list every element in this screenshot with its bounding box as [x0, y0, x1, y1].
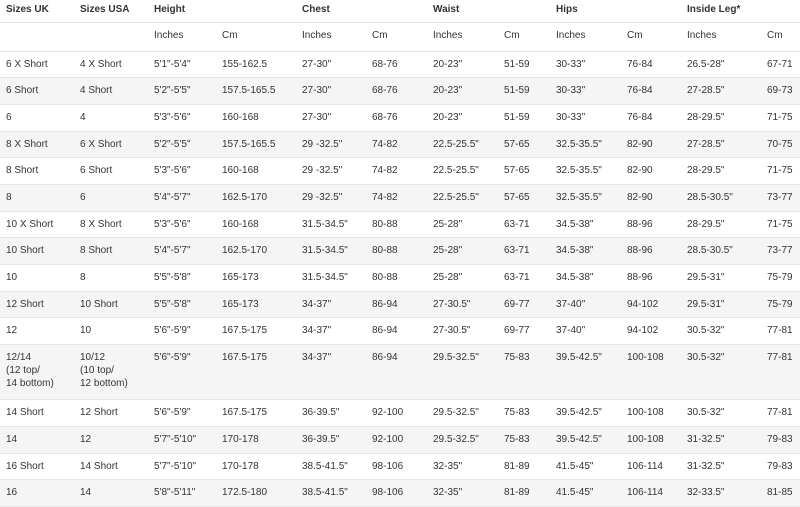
table-cell: 5'4"-5'7" [148, 185, 216, 212]
table-cell: 32-33.5" [681, 480, 761, 507]
table-row [0, 427, 800, 454]
unit-header [74, 23, 148, 52]
table-cell: 8 Short [0, 158, 74, 185]
table-row [0, 52, 800, 78]
table-cell: 79-83 [761, 454, 800, 480]
table-cell: 5'2"-5'5" [148, 78, 216, 105]
table-cell: 25-28" [427, 212, 498, 238]
table-cell: 6 X Short [0, 52, 74, 78]
table-cell: 81-85 [761, 480, 800, 507]
unit-header: Inches [148, 23, 216, 52]
table-cell: 69-73 [761, 78, 800, 105]
table-cell: 82-90 [621, 158, 681, 185]
table-cell: 160-168 [216, 105, 296, 132]
table-cell: 57-65 [498, 158, 550, 185]
table-cell: 80-88 [366, 212, 427, 238]
table-cell: 5'3"-5'6" [148, 105, 216, 132]
table-cell: 86-94 [366, 318, 427, 345]
table-cell: 10 [0, 265, 74, 292]
table-cell: 75-79 [761, 265, 800, 292]
column-header: Chest [302, 4, 330, 15]
table-cell: 162.5-170 [216, 185, 296, 212]
table-cell: 6 Short [0, 78, 74, 105]
table-cell: 80-88 [366, 265, 427, 292]
table-cell: 8 [0, 185, 74, 212]
table-cell: 160-168 [216, 212, 296, 238]
table-cell: 27-30" [296, 78, 366, 105]
table-cell: 29.5-32.5" [427, 427, 498, 454]
table-cell: 14 Short [0, 400, 74, 427]
table-cell: 25-28" [427, 265, 498, 292]
table-cell: 71-75 [761, 158, 800, 185]
table-cell: 10 Short [0, 238, 74, 265]
table-row [0, 238, 800, 265]
table-cell: 12 [74, 427, 148, 454]
table-cell: 34-37" [296, 318, 366, 345]
table-cell: 100-108 [621, 427, 681, 454]
table-cell: 172.5-180 [216, 480, 296, 507]
table-cell: 76-84 [621, 52, 681, 78]
table-cell: 32-35" [427, 480, 498, 507]
table-cell: 106-114 [621, 454, 681, 480]
table-cell: 67-71 [761, 52, 800, 78]
unit-header: Inches [296, 23, 366, 52]
table-row [0, 265, 800, 292]
table-cell: 73-77 [761, 185, 800, 212]
table-cell: 94-102 [621, 292, 681, 318]
table-cell: 106-114 [621, 480, 681, 507]
table-cell: 34-37" [296, 292, 366, 318]
table-cell: 34.5-38" [550, 265, 621, 292]
table-cell: 5'4"-5'7" [148, 238, 216, 265]
column-header: Hips [556, 4, 578, 15]
table-cell: 92-100 [366, 427, 427, 454]
table-cell: 36-39.5" [296, 400, 366, 427]
table-cell: 36-39.5" [296, 427, 366, 454]
table-cell: 20-23" [427, 105, 498, 132]
table-cell: 94-102 [621, 318, 681, 345]
table-cell: 10 Short [74, 292, 148, 318]
table-row [0, 212, 800, 238]
table-cell: 76-84 [621, 105, 681, 132]
table-cell: 165-173 [216, 265, 296, 292]
table-cell: 5'8"-5'11" [148, 480, 216, 507]
table-cell: 51-59 [498, 52, 550, 78]
table-cell: 6 [74, 185, 148, 212]
table-row [0, 318, 800, 345]
table-cell: 5'7"-5'10" [148, 454, 216, 480]
table-cell: 31.5-34.5" [296, 212, 366, 238]
table-cell: 4 X Short [74, 52, 148, 78]
table-cell: 32.5-35.5" [550, 132, 621, 158]
unit-header: Cm [761, 23, 800, 52]
column-header [216, 0, 296, 23]
table-cell: 5'5"-5'8" [148, 292, 216, 318]
table-cell: 8 X Short [74, 212, 148, 238]
table-cell: 22.5-25.5" [427, 185, 498, 212]
table-cell: 75-83 [498, 400, 550, 427]
table-cell: 71-75 [761, 105, 800, 132]
table-cell: 27-28.5" [681, 78, 761, 105]
table-cell: 81-89 [498, 480, 550, 507]
table-cell: 74-82 [366, 185, 427, 212]
table-cell: 10/12 (10 top/ 12 bottom) [74, 345, 148, 400]
table-cell: 68-76 [366, 78, 427, 105]
table-cell: 57-65 [498, 185, 550, 212]
column-header [366, 0, 427, 23]
table-cell: 157.5-165.5 [216, 132, 296, 158]
table-row [0, 454, 800, 480]
table-cell: 57-65 [498, 132, 550, 158]
table-row [0, 480, 800, 507]
table-cell: 27-30" [296, 52, 366, 78]
table-body [0, 52, 800, 507]
table-cell: 5'3"-5'6" [148, 212, 216, 238]
table-cell: 29 -32.5" [296, 158, 366, 185]
unit-header: Cm [621, 23, 681, 52]
column-header [621, 0, 681, 23]
table-cell: 12 Short [0, 292, 74, 318]
table-cell: 14 Short [74, 454, 148, 480]
table-cell: 170-178 [216, 427, 296, 454]
table-cell: 27-30.5" [427, 292, 498, 318]
table-cell: 20-23" [427, 78, 498, 105]
table-cell: 73-77 [761, 238, 800, 265]
column-header [498, 0, 550, 23]
table-cell: 30-33" [550, 78, 621, 105]
table-cell: 31.5-34.5" [296, 265, 366, 292]
table-cell: 29.5-32.5" [427, 345, 498, 400]
unit-header: Cm [366, 23, 427, 52]
table-cell: 5'6"-5'9" [148, 400, 216, 427]
table-row [0, 400, 800, 427]
table-cell: 29.5-31" [681, 265, 761, 292]
table-row [0, 292, 800, 318]
table-cell: 88-96 [621, 212, 681, 238]
table-cell: 77-81 [761, 400, 800, 427]
table-cell: 12 [0, 318, 74, 345]
table-cell: 29.5-31" [681, 292, 761, 318]
table-cell: 34.5-38" [550, 238, 621, 265]
table-cell: 79-83 [761, 427, 800, 454]
table-cell: 63-71 [498, 238, 550, 265]
table-cell: 14 [0, 427, 74, 454]
table-subheader-row [0, 23, 800, 52]
unit-header [0, 23, 74, 52]
table-cell: 32-35" [427, 454, 498, 480]
table-cell: 5'5"-5'8" [148, 265, 216, 292]
table-cell: 37-40" [550, 318, 621, 345]
table-cell: 8 X Short [0, 132, 74, 158]
table-cell: 69-77 [498, 318, 550, 345]
table-cell: 6 [0, 105, 74, 132]
table-cell: 68-76 [366, 52, 427, 78]
table-cell: 155-162.5 [216, 52, 296, 78]
column-header: Sizes USA [80, 4, 130, 15]
table-row [0, 78, 800, 105]
table-cell: 75-83 [498, 427, 550, 454]
table-cell: 77-81 [761, 345, 800, 400]
table-cell: 20-23" [427, 52, 498, 78]
table-cell: 14 [74, 480, 148, 507]
table-cell: 6 X Short [74, 132, 148, 158]
table-cell: 74-82 [366, 158, 427, 185]
table-cell: 32.5-35.5" [550, 158, 621, 185]
unit-header: Inches [681, 23, 761, 52]
table-cell: 38.5-41.5" [296, 480, 366, 507]
table-row [0, 105, 800, 132]
table-cell: 170-178 [216, 454, 296, 480]
table-cell: 88-96 [621, 265, 681, 292]
column-header: Inside Leg* [687, 4, 741, 15]
table-cell: 80-88 [366, 238, 427, 265]
table-row [0, 132, 800, 158]
table-cell: 32.5-35.5" [550, 185, 621, 212]
table-cell: 5'7"-5'10" [148, 427, 216, 454]
table-cell: 25-28" [427, 238, 498, 265]
table-cell: 100-108 [621, 400, 681, 427]
table-cell: 41.5-45" [550, 480, 621, 507]
table-cell: 69-77 [498, 292, 550, 318]
table-cell: 31-32.5" [681, 427, 761, 454]
table-cell: 30.5-32" [681, 400, 761, 427]
table-cell: 16 [0, 480, 74, 507]
table-cell: 82-90 [621, 132, 681, 158]
table-cell: 75-83 [498, 345, 550, 400]
table-cell: 4 [74, 105, 148, 132]
table-cell: 30-33" [550, 105, 621, 132]
table-cell: 81-89 [498, 454, 550, 480]
table-cell: 8 Short [74, 238, 148, 265]
table-cell: 41.5-45" [550, 454, 621, 480]
table-cell: 63-71 [498, 212, 550, 238]
table-cell: 39.5-42.5" [550, 427, 621, 454]
table-cell: 29.5-32.5" [427, 400, 498, 427]
unit-header: Inches [427, 23, 498, 52]
table-cell: 51-59 [498, 105, 550, 132]
table-cell: 22.5-25.5" [427, 132, 498, 158]
table-cell: 27-30.5" [427, 318, 498, 345]
table-cell: 27-28.5" [681, 132, 761, 158]
table-cell: 74-82 [366, 132, 427, 158]
table-row [0, 158, 800, 185]
table-cell: 22.5-25.5" [427, 158, 498, 185]
table-row [0, 185, 800, 212]
table-cell: 10 [74, 318, 148, 345]
table-cell: 5'3"-5'6" [148, 158, 216, 185]
table-header-row [0, 0, 800, 23]
table-cell: 39.5-42.5" [550, 345, 621, 400]
table-cell: 30-33" [550, 52, 621, 78]
table-cell: 27-30" [296, 105, 366, 132]
table-cell: 26.5-28" [681, 52, 761, 78]
table-cell: 165-173 [216, 292, 296, 318]
table-cell: 82-90 [621, 185, 681, 212]
table-cell: 68-76 [366, 105, 427, 132]
table-cell: 100-108 [621, 345, 681, 400]
table-cell: 98-106 [366, 454, 427, 480]
table-cell: 77-81 [761, 318, 800, 345]
table-cell: 8 [74, 265, 148, 292]
table-cell: 28.5-30.5" [681, 185, 761, 212]
table-cell: 4 Short [74, 78, 148, 105]
table-cell: 38.5-41.5" [296, 454, 366, 480]
table-cell: 29 -32.5" [296, 185, 366, 212]
table-cell: 30.5-32" [681, 345, 761, 400]
table-cell: 98-106 [366, 480, 427, 507]
table-cell: 167.5-175 [216, 318, 296, 345]
table-cell: 28-29.5" [681, 212, 761, 238]
table-cell: 16 Short [0, 454, 74, 480]
table-cell: 37-40" [550, 292, 621, 318]
table-row [0, 345, 800, 400]
unit-header: Cm [216, 23, 296, 52]
unit-header: Cm [498, 23, 550, 52]
column-header: Height [154, 4, 186, 15]
table-cell: 75-79 [761, 292, 800, 318]
column-header: Sizes UK [6, 4, 49, 15]
table-cell: 5'6"-5'9" [148, 345, 216, 400]
table-cell: 5'1"-5'4" [148, 52, 216, 78]
table-cell: 29 -32.5" [296, 132, 366, 158]
table-cell: 28-29.5" [681, 105, 761, 132]
table-cell: 167.5-175 [216, 345, 296, 400]
unit-header: Inches [550, 23, 621, 52]
table-cell: 86-94 [366, 292, 427, 318]
table-cell: 70-75 [761, 132, 800, 158]
table-cell: 167.5-175 [216, 400, 296, 427]
table-cell: 5'6"-5'9" [148, 318, 216, 345]
table-cell: 34-37" [296, 345, 366, 400]
table-cell: 51-59 [498, 78, 550, 105]
table-cell: 31-32.5" [681, 454, 761, 480]
table-cell: 157.5-165.5 [216, 78, 296, 105]
table-cell: 160-168 [216, 158, 296, 185]
table-cell: 92-100 [366, 400, 427, 427]
table-cell: 71-75 [761, 212, 800, 238]
table-cell: 88-96 [621, 238, 681, 265]
column-header [761, 0, 800, 23]
table-cell: 63-71 [498, 265, 550, 292]
table-cell: 162.5-170 [216, 238, 296, 265]
table-cell: 39.5-42.5" [550, 400, 621, 427]
table-cell: 12 Short [74, 400, 148, 427]
table-cell: 28-29.5" [681, 158, 761, 185]
table-cell: 34.5-38" [550, 212, 621, 238]
table-cell: 30.5-32" [681, 318, 761, 345]
table-cell: 6 Short [74, 158, 148, 185]
column-header: Waist [433, 4, 460, 15]
table-cell: 12/14 (12 top/ 14 bottom) [0, 345, 74, 400]
table-cell: 5'2"-5'5" [148, 132, 216, 158]
table-cell: 10 X Short [0, 212, 74, 238]
table-cell: 28.5-30.5" [681, 238, 761, 265]
table-cell: 31.5-34.5" [296, 238, 366, 265]
table-cell: 86-94 [366, 345, 427, 400]
table-cell: 76-84 [621, 78, 681, 105]
